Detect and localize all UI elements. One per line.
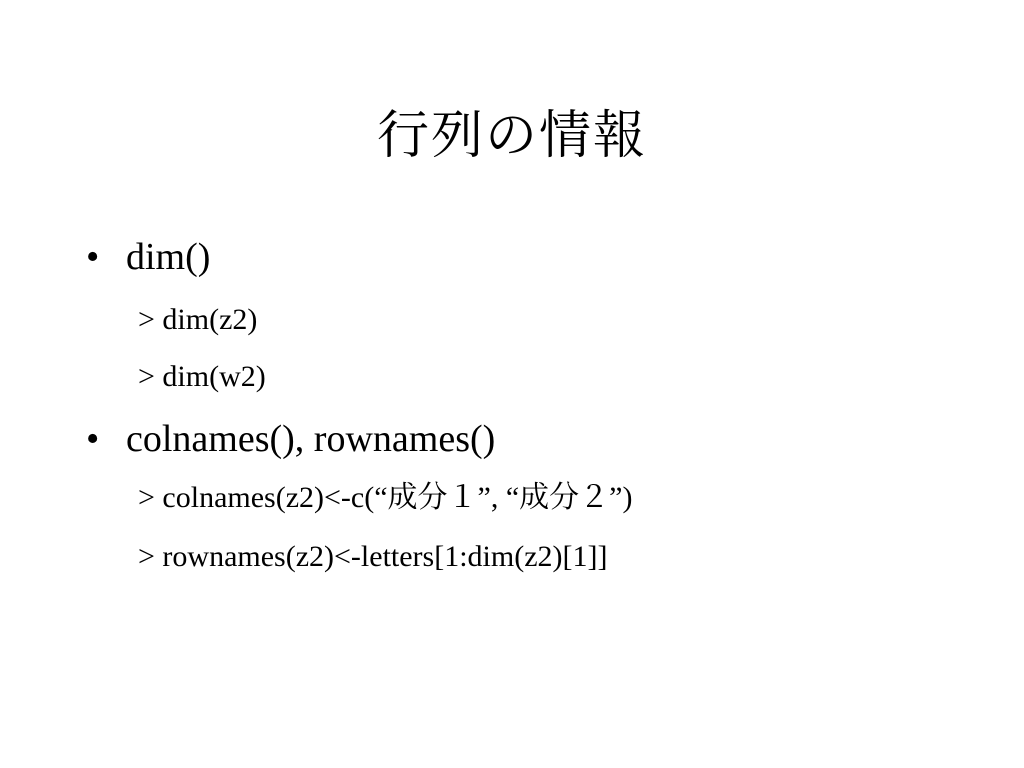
code-line: > colnames(z2)<-c(“成分１”, “成分２”): [138, 481, 633, 514]
code-line: > dim(z2): [138, 303, 258, 336]
code-line: > rownames(z2)<-letters[1:dim(z2)[1]]: [138, 540, 608, 573]
bullet-text: dim(): [126, 236, 211, 278]
bullet-marker: •: [86, 418, 100, 460]
slide-title: 行列の情報: [376, 106, 647, 166]
bullet-item: [86, 232, 210, 282]
bullet-text: colnames(), rownames(): [126, 418, 496, 460]
code-line: > dim(w2): [138, 360, 266, 393]
bullet-marker: •: [86, 236, 100, 278]
bullet-item: [86, 414, 495, 464]
